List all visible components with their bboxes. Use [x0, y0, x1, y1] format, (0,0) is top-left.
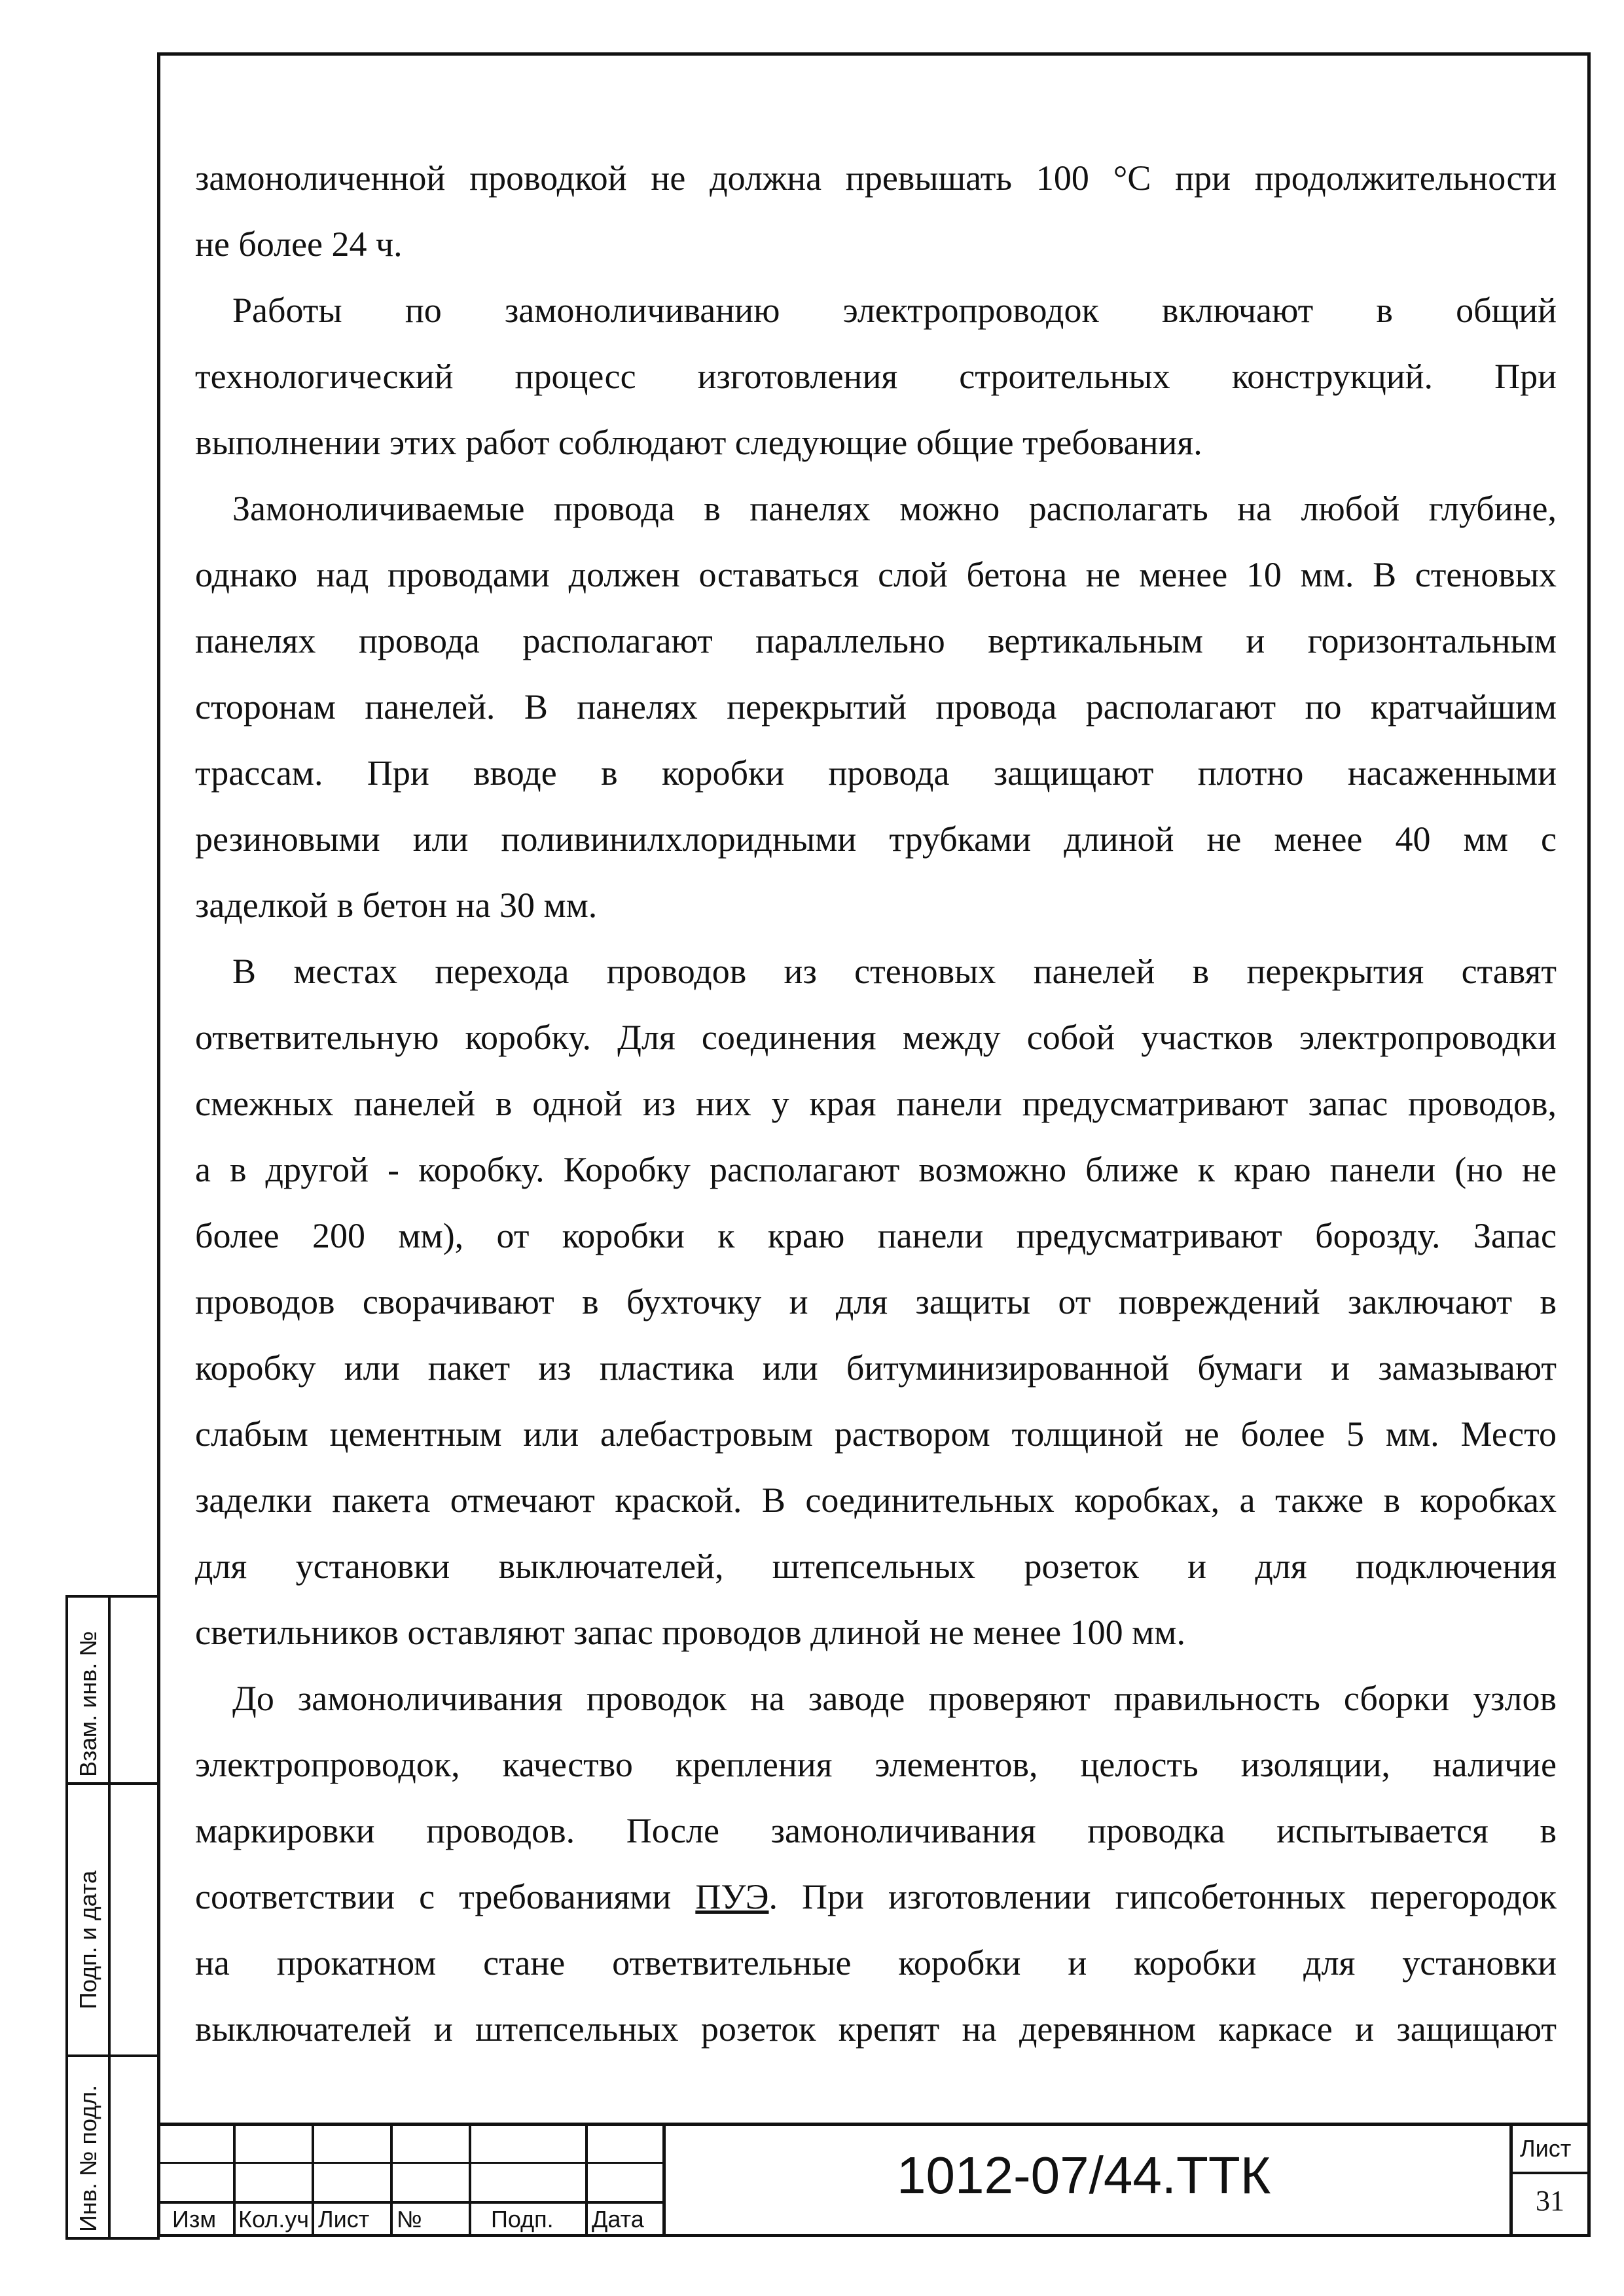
title-block-col-line	[390, 2123, 393, 2237]
title-block-top-line	[157, 2123, 1591, 2126]
text-line: трассам. При вводе в коробки провода защищают плотно насаженными	[195, 753, 1557, 793]
text-line: замоноличенной проводкой не должна превышать 100 °С при продолжительности	[195, 158, 1557, 198]
text-line: на прокатном стане ответвительные коробки и коробки для установки	[195, 1943, 1557, 1982]
text-line: технологический процесс изготовления строительных конструкций. При	[195, 357, 1557, 396]
text-line: коробку или пакет из пластика или битуминизированной бумаги и замазывают	[195, 1348, 1557, 1388]
col-izm: Изм	[172, 2206, 217, 2233]
label-podp-data: Подп. и дата	[75, 1870, 101, 2009]
text-line: панелях провода располагают параллельно вертикальным и горизонтальным	[195, 621, 1557, 660]
text-line: более 200 мм), от коробки к краю панели предусматривают борозду. Запас	[195, 1216, 1557, 1255]
text-line: а в другой - коробку. Коробку располагают возможно ближе к краю панели (но не	[195, 1150, 1557, 1189]
text-line: резиновыми или поливинилхлоридными трубками длиной не менее 40 мм с	[195, 819, 1557, 859]
pue-link[interactable]: ПУЭ	[695, 1877, 769, 1916]
text-line: выполнении этих работ соблюдают следующие общие требования.	[195, 423, 1202, 462]
text-line: заделкой в бетон на 30 мм.	[195, 886, 598, 925]
col-data: Дата	[592, 2206, 644, 2233]
text-line: для установки выключателей, штепсельных розеток и для подключения	[195, 1547, 1557, 1586]
text-line: светильников оставляют запас проводов длиной не менее 100 мм.	[195, 1613, 1185, 1652]
sheet-label: Лист	[1520, 2135, 1572, 2162]
label-inv-podl: Инв. № подл.	[75, 2085, 101, 2232]
label-zam-inv: Взам. инв. №	[75, 1630, 101, 1777]
text-line: однако над проводами должен оставаться слой бетона не менее 10 мм. В стеновых	[195, 555, 1557, 594]
text-line: Замоноличиваемые провода в панелях можно располагать на любой глубине,	[232, 489, 1557, 528]
text-line: До замоноличивания проводок на заводе проверяют правильность сборки узлов	[232, 1679, 1557, 1718]
text-line: ответвительную коробку. Для соединения между собой участков электропроводки	[195, 1018, 1557, 1057]
col-kol-uch: Кол.уч	[238, 2206, 309, 2233]
text-line: Работы по замоноличиванию электропроводок включают в общий	[232, 291, 1557, 330]
text-line: маркировки проводов. После замоноличивания проводка испытывается в	[195, 1811, 1557, 1850]
text-line: не более 24 ч.	[195, 224, 403, 264]
text-line: электропроводок, качество крепления элементов, целость изоляции, наличие	[195, 1745, 1557, 1784]
title-block-col-line	[312, 2123, 314, 2237]
col-podp: Подп.	[491, 2206, 554, 2233]
text-line: проводов сворачивают в бухточку и для защиты от повреждений заключают в	[195, 1282, 1557, 1321]
col-number: №	[397, 2206, 422, 2233]
text-segment: . При изготовлении гипсобетонных перегородок	[768, 1877, 1557, 1916]
text-line: выключателей и штепсельных розеток крепят на деревянном каркасе и защищают	[195, 2009, 1557, 2049]
sheet-number: 31	[1536, 2185, 1564, 2217]
col-list: Лист	[318, 2206, 370, 2233]
title-block-col-line	[233, 2123, 236, 2237]
text-line-with-link	[195, 1864, 1557, 1930]
text-line: слабым цементным или алебастровым раствором толщиной не более 5 мм. Место	[195, 1414, 1557, 1454]
text-line: заделки пакета отмечают краской. В соединительных коробках, а также в коробках	[195, 1480, 1557, 1520]
title-block-col-line	[662, 2123, 666, 2237]
body-text	[195, 145, 1557, 2062]
title-block-col-line	[469, 2123, 471, 2237]
text-line: В местах перехода проводов из стеновых панелей в перекрытия ставят	[232, 952, 1557, 991]
sheet-box-left-line	[1509, 2123, 1513, 2237]
text-line: сторонам панелей. В панелях перекрытий провода располагают по кратчайшим	[195, 687, 1557, 726]
strip-divider	[108, 1595, 111, 2240]
sheet-box-mid-line	[1509, 2172, 1591, 2174]
title-block-col-line	[585, 2123, 588, 2237]
text-line: смежных панелей в одной из них у края панели предусматривают запас проводов,	[195, 1084, 1557, 1123]
text-segment: соответствии с требованиями	[195, 1877, 696, 1916]
document-code: 1012-07/44.ТТК	[897, 2146, 1271, 2204]
